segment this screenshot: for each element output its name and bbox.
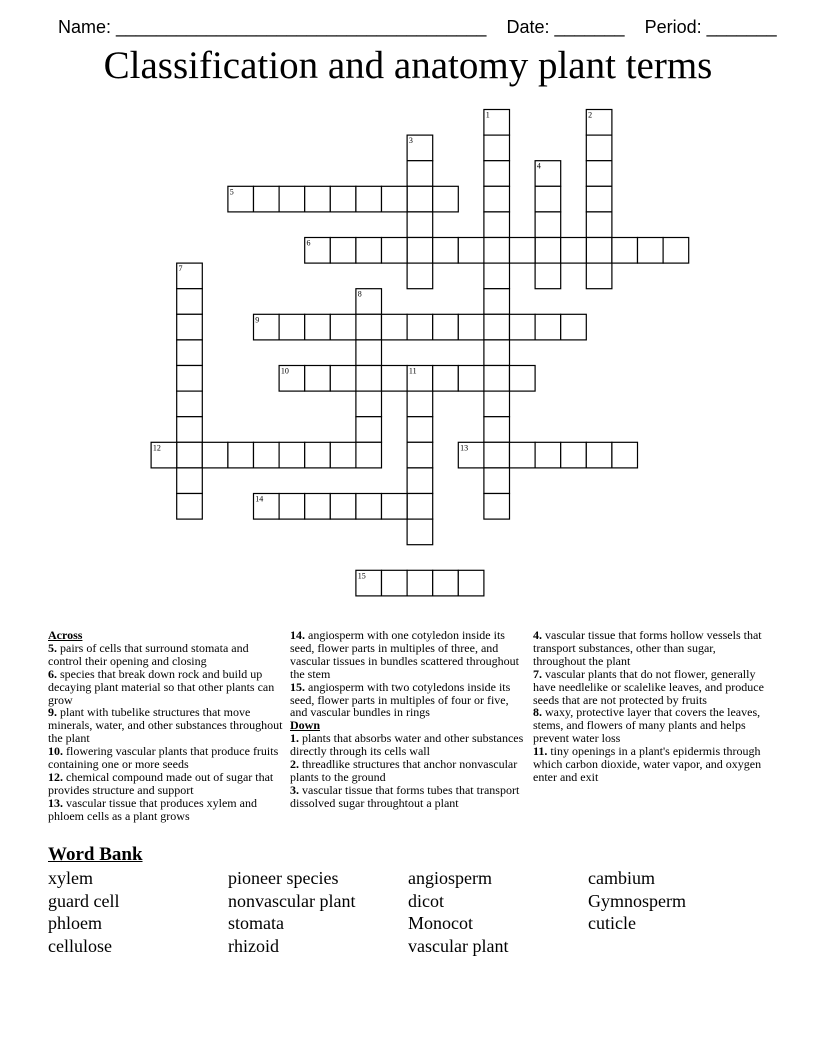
clue-down-1: [290, 732, 526, 758]
clue-number: 15.: [290, 679, 305, 694]
grid-cell[interactable]: [356, 366, 382, 392]
grid-cell[interactable]: [484, 391, 510, 417]
grid-cell[interactable]: [484, 289, 510, 315]
grid-cell-number: 3: [408, 136, 413, 146]
clue-down-4: [533, 629, 769, 668]
grid-cell[interactable]: [484, 212, 510, 238]
grid-cell[interactable]: [407, 468, 433, 494]
grid-cell-number: 11: [408, 366, 417, 376]
grid-cell[interactable]: [484, 442, 510, 468]
grid-cell[interactable]: [330, 442, 356, 468]
clue-number: 3.: [290, 782, 299, 797]
grid-cell[interactable]: [433, 570, 459, 596]
grid-cell[interactable]: [484, 417, 510, 443]
grid-cell[interactable]: [612, 442, 638, 468]
grid-cell[interactable]: [382, 186, 408, 212]
down-heading: Down: [290, 718, 321, 733]
grid-cell[interactable]: [586, 161, 612, 187]
clue-down-8: [533, 706, 769, 745]
grid-cell[interactable]: [638, 238, 664, 264]
grid-cell[interactable]: [484, 238, 510, 264]
grid-cell[interactable]: [279, 186, 305, 212]
clue-number: 7.: [533, 666, 542, 681]
grid-cell[interactable]: [177, 340, 203, 366]
clue-down-3: [290, 784, 526, 810]
grid-cell-number: 13: [460, 443, 469, 453]
word-bank-item: guard cell: [48, 890, 120, 911]
grid-cell[interactable]: [177, 391, 203, 417]
clues-column-3: [533, 629, 769, 784]
word-bank-item: stomata: [228, 913, 284, 934]
grid-cell[interactable]: [279, 494, 305, 520]
clue-number: 1.: [290, 731, 299, 746]
grid-cell[interactable]: [177, 366, 203, 392]
word-bank-column-1: [48, 867, 228, 957]
clue-across-12: [48, 771, 284, 797]
grid-cell-number: 14: [255, 494, 264, 504]
grid-cell-number: 5: [229, 187, 234, 197]
grid-cell[interactable]: [535, 212, 561, 238]
grid-cell-number: 9: [255, 315, 260, 325]
clue-down-11: [533, 745, 769, 784]
grid-cell[interactable]: [484, 186, 510, 212]
clue-number: 4.: [533, 628, 542, 642]
grid-cell[interactable]: [535, 442, 561, 468]
grid-cell[interactable]: [279, 442, 305, 468]
grid-cell[interactable]: [330, 314, 356, 340]
clue-text: waxy, protective layer that covers the leaves, stems, and flowers of many plants and helps prevent water loss: [533, 705, 761, 746]
grid-cell[interactable]: [407, 417, 433, 443]
grid-cell[interactable]: [407, 186, 433, 212]
word-bank-item: cellulose: [48, 935, 112, 956]
grid-cell[interactable]: [612, 238, 638, 264]
date-field[interactable]: Date: _______: [506, 17, 625, 37]
grid-cell[interactable]: [586, 263, 612, 289]
clue-across-15: [290, 681, 526, 720]
grid-cell[interactable]: [279, 314, 305, 340]
grid-cell[interactable]: [458, 314, 484, 340]
grid-cell[interactable]: [484, 263, 510, 289]
grid-cell[interactable]: [586, 186, 612, 212]
clue-number: 12.: [48, 769, 63, 784]
grid-cell[interactable]: [382, 366, 408, 392]
grid-cell[interactable]: [305, 186, 331, 212]
grid-cell[interactable]: [356, 417, 382, 443]
grid-cell[interactable]: [356, 494, 382, 520]
grid-cell[interactable]: [330, 238, 356, 264]
clue-number: 5.: [48, 640, 57, 655]
name-field[interactable]: Name: _____________________________________: [58, 17, 487, 37]
grid-cell-number: 12: [152, 443, 161, 453]
word-bank-item: dicot: [408, 890, 444, 911]
grid-cell[interactable]: [407, 442, 433, 468]
grid-cell[interactable]: [535, 186, 561, 212]
clue-number: 8.: [533, 705, 542, 720]
grid-cell[interactable]: [228, 442, 254, 468]
grid-cell[interactable]: [535, 263, 561, 289]
grid-cell[interactable]: [484, 340, 510, 366]
clue-across-6: [48, 668, 284, 707]
word-bank-item: rhizoid: [228, 935, 279, 956]
grid-cell[interactable]: [177, 442, 203, 468]
grid-cell[interactable]: [484, 161, 510, 187]
word-bank-item: Gymnosperm: [588, 890, 686, 911]
clue-number: 6.: [48, 666, 57, 681]
word-bank-column-2: [228, 867, 408, 957]
grid-cell[interactable]: [305, 494, 331, 520]
word-bank-item: cuticle: [588, 913, 636, 934]
grid-cell-number: 7: [178, 264, 183, 274]
grid-cell[interactable]: [356, 238, 382, 264]
grid-cell[interactable]: [356, 391, 382, 417]
word-bank-column-4: [588, 867, 768, 935]
grid-cell-number: 4: [536, 161, 541, 171]
clue-text: vascular tissue that produces xylem and phloem cells as a plant grows: [48, 795, 257, 823]
grid-cell[interactable]: [356, 340, 382, 366]
grid-cell[interactable]: [382, 494, 408, 520]
word-bank-item: nonvascular plant: [228, 890, 356, 911]
grid-cell[interactable]: [177, 314, 203, 340]
clue-across-9: [48, 706, 284, 745]
grid-cell[interactable]: [484, 494, 510, 520]
word-bank-item: vascular plant: [408, 935, 509, 956]
grid-cell[interactable]: [305, 314, 331, 340]
grid-cell[interactable]: [535, 238, 561, 264]
clue-text: tiny openings in a plant's epidermis through which carbon dioxide, water vapor, and oxygen enter and exit: [533, 744, 762, 784]
grid-cell[interactable]: [177, 417, 203, 443]
grid-cell-number: 10: [280, 366, 289, 376]
grid-cell[interactable]: [407, 314, 433, 340]
grid-cell[interactable]: [407, 263, 433, 289]
grid-cell[interactable]: [177, 468, 203, 494]
clue-down-2: [290, 758, 526, 784]
grid-cell[interactable]: [330, 366, 356, 392]
clue-text: plant with tubelike structures that move minerals, water, and other substances throughout the plant: [48, 705, 283, 746]
grid-cell[interactable]: [382, 570, 408, 596]
clue-text: angiosperm with two cotyledons inside its seed, flower parts in multiples of four or five, and vascular bundles in rings: [290, 679, 511, 720]
grid-cell[interactable]: [458, 366, 484, 392]
clue-across-10: [48, 745, 284, 771]
grid-cell[interactable]: [407, 494, 433, 520]
grid-cell[interactable]: [356, 186, 382, 212]
clue-text: chemical compound made out of sugar that provides structure and support: [48, 769, 274, 797]
grid-cell[interactable]: [586, 238, 612, 264]
grid-cell[interactable]: [561, 442, 587, 468]
grid-cell[interactable]: [458, 570, 484, 596]
grid-cell[interactable]: [305, 442, 331, 468]
grid-cell-number: 8: [357, 289, 362, 299]
grid-cell[interactable]: [407, 570, 433, 596]
grid-cell[interactable]: [458, 238, 484, 264]
grid-cell[interactable]: [177, 289, 203, 315]
clue-number: 2.: [290, 757, 299, 772]
word-bank-item: angiosperm: [408, 868, 492, 888]
clues-column-1: [48, 629, 284, 840]
clue-across-14: [290, 629, 526, 681]
page-title: Classification and anatomy plant terms: [103, 44, 713, 87]
grid-cell[interactable]: [254, 186, 280, 212]
word-bank-item: pioneer species: [228, 868, 339, 888]
clue-number: 14.: [290, 628, 305, 642]
clue-number: 11.: [533, 744, 548, 759]
grid-cell[interactable]: [561, 314, 587, 340]
clues-column-2: [290, 629, 526, 810]
grid-cell[interactable]: [433, 238, 459, 264]
grid-cell[interactable]: [586, 442, 612, 468]
word-bank-column-3: [408, 867, 588, 957]
grid-cell[interactable]: [663, 238, 689, 264]
grid-cell[interactable]: [407, 519, 433, 545]
grid-cell[interactable]: [535, 314, 561, 340]
grid-cell[interactable]: [510, 238, 536, 264]
grid-cell[interactable]: [330, 494, 356, 520]
clue-text: vascular tissue that forms tubes that transport dissolved sugar throughtout a plant: [290, 782, 520, 810]
grid-cell[interactable]: [407, 212, 433, 238]
clue-text: flowering vascular plants that produce fruits containing one or more seeds: [48, 744, 279, 772]
grid-cell[interactable]: [433, 366, 459, 392]
grid-cell[interactable]: [407, 161, 433, 187]
grid-cell[interactable]: [356, 442, 382, 468]
grid-cell[interactable]: [202, 442, 228, 468]
grid-cell[interactable]: [586, 135, 612, 161]
grid-cell-number: 1: [485, 110, 490, 120]
grid-cell[interactable]: [305, 366, 331, 392]
word-bank-item: phloem: [48, 913, 102, 934]
grid-cell[interactable]: [484, 135, 510, 161]
clue-down-7: [533, 668, 769, 707]
grid-cell[interactable]: [433, 314, 459, 340]
grid-cell[interactable]: [356, 314, 382, 340]
grid-cell[interactable]: [561, 238, 587, 264]
word-bank-item: xylem: [48, 868, 93, 888]
period-field[interactable]: Period: _______: [644, 17, 777, 37]
word-bank-item: cambium: [588, 868, 655, 888]
grid-cell[interactable]: [484, 314, 510, 340]
grid-cell[interactable]: [510, 366, 536, 392]
clue-text: pairs of cells that surround stomata and control their opening and closing: [48, 640, 249, 668]
clue-text: plants that absorbs water and other substances directly through its cells wall: [290, 731, 524, 759]
word-bank-item: Monocot: [408, 913, 473, 934]
grid-cell-number: 2: [588, 110, 593, 120]
grid-cell-number: 15: [357, 571, 366, 581]
across-heading: Across: [48, 629, 83, 642]
grid-cell[interactable]: [407, 391, 433, 417]
clue-number: 13.: [48, 795, 63, 810]
grid-cell[interactable]: [510, 314, 536, 340]
clue-number: 9.: [48, 705, 57, 720]
grid-cell[interactable]: [484, 366, 510, 392]
grid-cell[interactable]: [254, 442, 280, 468]
clue-number: 10.: [48, 744, 63, 759]
clue-text: angiosperm with one cotyledon inside its seed, flower parts in multiples of three, and vascular tissues in bundles scattered throughout the stem: [290, 628, 519, 681]
grid-cell[interactable]: [330, 186, 356, 212]
grid-cell[interactable]: [177, 494, 203, 520]
grid-cell[interactable]: [510, 442, 536, 468]
grid-cell[interactable]: [407, 238, 433, 264]
grid-cell[interactable]: [433, 186, 459, 212]
clue-text: species that break down rock and build up decaying plant material so that other plants can grow: [48, 666, 275, 707]
clue-text: vascular tissue that forms hollow vessels that transport substances, other than sugar, throughout the plant: [533, 628, 762, 668]
word-bank-title: Word Bank: [48, 844, 143, 865]
grid-cell-number: 6: [306, 238, 311, 248]
grid-cell[interactable]: [586, 212, 612, 238]
grid-cell[interactable]: [382, 238, 408, 264]
clue-text: vascular plants that do not flower, generally have needlelike or scalelike leaves, and produce seeds that are not protected by fruits: [533, 666, 764, 707]
grid-cell[interactable]: [484, 468, 510, 494]
clue-across-5: [48, 642, 284, 668]
clue-text: threadlike structures that anchor nonvascular plants to the ground: [290, 757, 518, 784]
clue-across-13: [48, 797, 284, 823]
grid-cell[interactable]: [382, 314, 408, 340]
